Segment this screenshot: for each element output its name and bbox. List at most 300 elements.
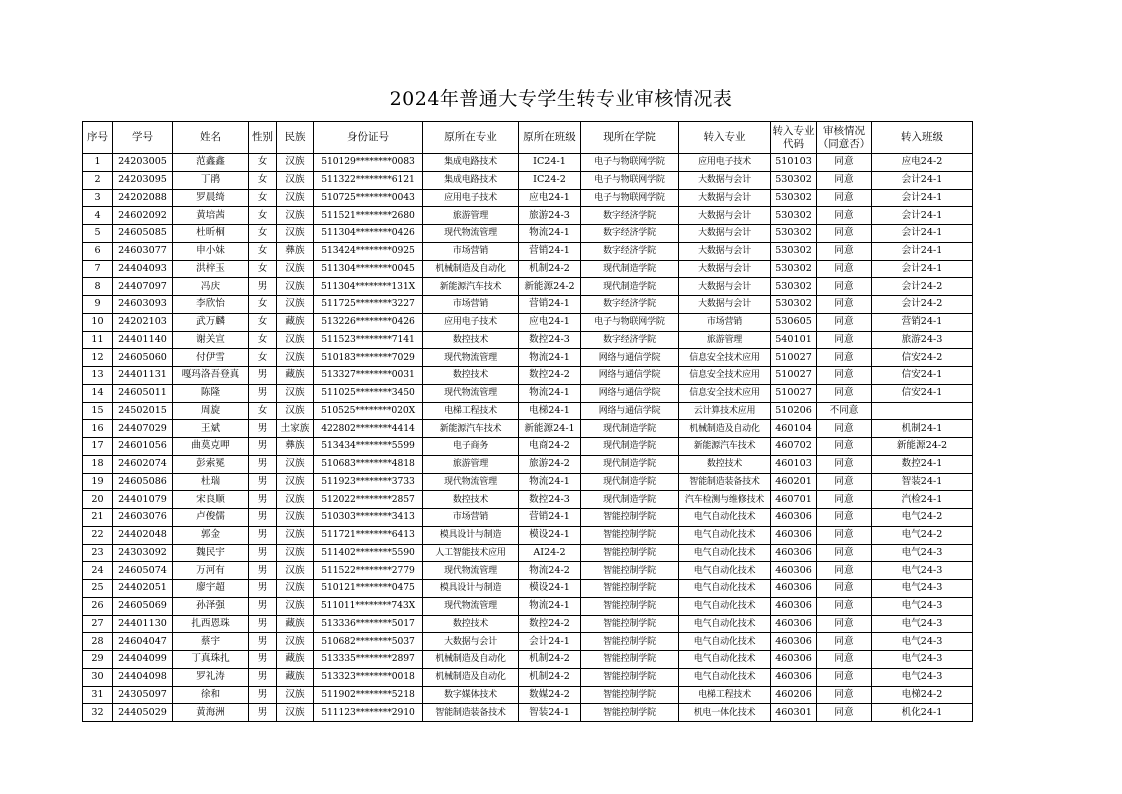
cell-review: 同意 [817, 313, 872, 331]
cell-review: 同意 [817, 420, 872, 438]
cell-seq: 30 [83, 668, 113, 686]
cell-orig-class: 物流24-1 [519, 349, 581, 367]
cell-new-major: 信息安全技术应用 [679, 349, 771, 367]
cell-review: 同意 [817, 384, 872, 402]
cell-seq: 21 [83, 509, 113, 527]
cell-new-class: 信安24-1 [872, 384, 973, 402]
cell-new-major-code: 530605 [771, 313, 817, 331]
cell-id-number: 510303********3413 [314, 509, 423, 527]
header-orig-class: 原所在班级 [519, 122, 581, 154]
cell-new-class: 会计24-1 [872, 260, 973, 278]
cell-orig-major: 模具设计与制造 [423, 580, 519, 598]
cell-name: 陈隆 [173, 384, 249, 402]
cell-new-major: 机电一体化技术 [679, 704, 771, 722]
cell-seq: 29 [83, 651, 113, 669]
table-row [83, 296, 973, 314]
cell-new-major-code: 540101 [771, 331, 817, 349]
cell-new-class: 会计24-1 [872, 171, 973, 189]
cell-ethnicity: 汉族 [277, 686, 314, 704]
cell-new-major-code: 460306 [771, 509, 817, 527]
cell-orig-major: 机械制造及自动化 [423, 668, 519, 686]
cell-student-id: 24203005 [113, 154, 173, 172]
cell-orig-major: 电子商务 [423, 438, 519, 456]
cell-new-major-code: 530302 [771, 189, 817, 207]
cell-student-id: 24605011 [113, 384, 173, 402]
cell-seq: 23 [83, 544, 113, 562]
cell-seq: 1 [83, 154, 113, 172]
cell-ethnicity: 汉族 [277, 331, 314, 349]
cell-student-id: 24603077 [113, 242, 173, 260]
cell-review: 同意 [817, 526, 872, 544]
cell-review: 同意 [817, 225, 872, 243]
cell-name: 曲莫克呷 [173, 438, 249, 456]
cell-name: 孙泽强 [173, 597, 249, 615]
cell-id-number: 510682********5037 [314, 633, 423, 651]
cell-orig-major: 数字媒体技术 [423, 686, 519, 704]
cell-student-id: 24401079 [113, 491, 173, 509]
cell-new-major: 数控技术 [679, 455, 771, 473]
cell-current-college: 现代制造学院 [581, 438, 679, 456]
cell-name: 付伊雪 [173, 349, 249, 367]
header-new-major: 转入专业 [679, 122, 771, 154]
cell-new-major-code: 460103 [771, 455, 817, 473]
cell-ethnicity: 汉族 [277, 597, 314, 615]
cell-orig-major: 数控技术 [423, 367, 519, 385]
cell-orig-major: 大数据与会计 [423, 633, 519, 651]
cell-ethnicity: 汉族 [277, 402, 314, 420]
cell-orig-major: 电梯工程技术 [423, 402, 519, 420]
cell-seq: 4 [83, 207, 113, 225]
cell-id-number: 513434********5599 [314, 438, 423, 456]
cell-gender: 男 [249, 704, 277, 722]
cell-ethnicity: 藏族 [277, 367, 314, 385]
cell-gender: 男 [249, 384, 277, 402]
cell-name: 黄培茜 [173, 207, 249, 225]
cell-gender: 女 [249, 154, 277, 172]
cell-new-major: 大数据与会计 [679, 171, 771, 189]
cell-seq: 9 [83, 296, 113, 314]
cell-orig-major: 旅游管理 [423, 207, 519, 225]
cell-new-major-code: 460306 [771, 651, 817, 669]
cell-seq: 31 [83, 686, 113, 704]
header-new-major-code-line2: 代码 [783, 137, 804, 150]
header-gender: 性别 [249, 122, 277, 154]
table-row [83, 367, 973, 385]
cell-seq: 5 [83, 225, 113, 243]
cell-orig-class: 新能源24-1 [519, 420, 581, 438]
cell-gender: 女 [249, 260, 277, 278]
cell-review: 同意 [817, 580, 872, 598]
cell-orig-major: 机械制造及自动化 [423, 651, 519, 669]
cell-name: 蔡宇 [173, 633, 249, 651]
cell-current-college: 数字经济学院 [581, 207, 679, 225]
cell-new-class: 信安24-2 [872, 349, 973, 367]
cell-gender: 女 [249, 296, 277, 314]
cell-ethnicity: 彝族 [277, 242, 314, 260]
cell-gender: 男 [249, 438, 277, 456]
cell-new-class: 电气24-2 [872, 509, 973, 527]
cell-review: 同意 [817, 633, 872, 651]
cell-new-class: 应电24-2 [872, 154, 973, 172]
cell-orig-class: 新能源24-2 [519, 278, 581, 296]
header-student-id: 学号 [113, 122, 173, 154]
cell-id-number: 510121********0475 [314, 580, 423, 598]
cell-ethnicity: 彝族 [277, 438, 314, 456]
cell-current-college: 电子与物联网学院 [581, 313, 679, 331]
cell-orig-class: 数控24-3 [519, 331, 581, 349]
table-row [83, 455, 973, 473]
cell-id-number: 511304********131X [314, 278, 423, 296]
cell-student-id: 24402051 [113, 580, 173, 598]
cell-name: 杜瑞 [173, 473, 249, 491]
cell-ethnicity: 汉族 [277, 704, 314, 722]
cell-new-class: 信安24-1 [872, 367, 973, 385]
cell-current-college: 现代制造学院 [581, 455, 679, 473]
table-row [83, 420, 973, 438]
cell-review: 同意 [817, 562, 872, 580]
cell-name: 周旋 [173, 402, 249, 420]
cell-orig-class: 数媒24-2 [519, 686, 581, 704]
cell-review: 同意 [817, 296, 872, 314]
cell-current-college: 电子与物联网学院 [581, 154, 679, 172]
cell-name: 杜昕桐 [173, 225, 249, 243]
cell-student-id: 24202103 [113, 313, 173, 331]
cell-new-major-code: 460702 [771, 438, 817, 456]
cell-ethnicity: 汉族 [277, 154, 314, 172]
cell-ethnicity: 汉族 [277, 296, 314, 314]
table-row [83, 491, 973, 509]
cell-student-id: 24401140 [113, 331, 173, 349]
cell-gender: 男 [249, 668, 277, 686]
cell-new-major: 电气自动化技术 [679, 526, 771, 544]
cell-seq: 12 [83, 349, 113, 367]
cell-ethnicity: 土家族 [277, 420, 314, 438]
cell-new-class: 会计24-2 [872, 278, 973, 296]
cell-orig-class: 物流24-1 [519, 225, 581, 243]
header-id-number: 身份证号 [314, 122, 423, 154]
cell-seq: 15 [83, 402, 113, 420]
cell-new-major: 大数据与会计 [679, 189, 771, 207]
cell-gender: 女 [249, 402, 277, 420]
cell-current-college: 智能控制学院 [581, 544, 679, 562]
cell-orig-class: IC24-2 [519, 171, 581, 189]
cell-orig-class: 营销24-1 [519, 509, 581, 527]
cell-ethnicity: 藏族 [277, 651, 314, 669]
cell-id-number: 511011********743X [314, 597, 423, 615]
cell-orig-major: 现代物流管理 [423, 225, 519, 243]
table-row [83, 207, 973, 225]
cell-new-major-code: 460306 [771, 615, 817, 633]
cell-orig-major: 旅游管理 [423, 455, 519, 473]
table-row [83, 154, 973, 172]
cell-new-major-code: 460306 [771, 544, 817, 562]
cell-name: 冯庆 [173, 278, 249, 296]
cell-current-college: 现代制造学院 [581, 278, 679, 296]
cell-seq: 24 [83, 562, 113, 580]
table-row [83, 331, 973, 349]
cell-new-class: 旅游24-3 [872, 331, 973, 349]
cell-current-college: 数字经济学院 [581, 225, 679, 243]
cell-name: 黄海洲 [173, 704, 249, 722]
cell-seq: 28 [83, 633, 113, 651]
cell-id-number: 511304********0045 [314, 260, 423, 278]
cell-orig-major: 集成电路技术 [423, 171, 519, 189]
cell-review: 同意 [817, 491, 872, 509]
cell-new-major-code: 530302 [771, 296, 817, 314]
cell-new-major: 智能制造装备技术 [679, 473, 771, 491]
cell-id-number: 511322********6121 [314, 171, 423, 189]
cell-name: 洪梓玉 [173, 260, 249, 278]
cell-ethnicity: 汉族 [277, 278, 314, 296]
cell-orig-class: 电梯24-1 [519, 402, 581, 420]
cell-orig-class: 物流24-1 [519, 473, 581, 491]
cell-current-college: 网络与通信学院 [581, 402, 679, 420]
cell-new-major: 应用电子技术 [679, 154, 771, 172]
cell-gender: 男 [249, 544, 277, 562]
cell-new-class: 数控24-1 [872, 455, 973, 473]
cell-new-major: 电气自动化技术 [679, 509, 771, 527]
cell-new-class: 电梯24-2 [872, 686, 973, 704]
cell-id-number: 511902********5218 [314, 686, 423, 704]
cell-new-class: 会计24-1 [872, 242, 973, 260]
cell-gender: 男 [249, 367, 277, 385]
cell-orig-class: 会计24-1 [519, 633, 581, 651]
table-row [83, 384, 973, 402]
cell-id-number: 513327********0031 [314, 367, 423, 385]
cell-seq: 25 [83, 580, 113, 598]
cell-ethnicity: 藏族 [277, 668, 314, 686]
cell-gender: 男 [249, 491, 277, 509]
cell-orig-class: 营销24-1 [519, 296, 581, 314]
table-row [83, 668, 973, 686]
cell-id-number: 510129********0083 [314, 154, 423, 172]
cell-new-class: 营销24-1 [872, 313, 973, 331]
table-row [83, 313, 973, 331]
cell-name: 范鑫鑫 [173, 154, 249, 172]
cell-review: 同意 [817, 189, 872, 207]
table-row [83, 189, 973, 207]
cell-id-number: 511304********0426 [314, 225, 423, 243]
review-table [82, 121, 973, 722]
cell-new-major: 电气自动化技术 [679, 562, 771, 580]
cell-current-college: 智能控制学院 [581, 651, 679, 669]
header-review-line1: 审核情况 [823, 124, 865, 137]
cell-gender: 男 [249, 278, 277, 296]
cell-gender: 男 [249, 651, 277, 669]
cell-new-major-code: 510027 [771, 367, 817, 385]
cell-review: 同意 [817, 455, 872, 473]
cell-new-class: 汽检24-1 [872, 491, 973, 509]
cell-new-major: 旅游管理 [679, 331, 771, 349]
table-row [83, 580, 973, 598]
cell-new-major-code: 460306 [771, 633, 817, 651]
cell-new-major-code: 510103 [771, 154, 817, 172]
header-ethnicity: 民族 [277, 122, 314, 154]
cell-current-college: 智能控制学院 [581, 509, 679, 527]
cell-orig-class: 模设24-1 [519, 526, 581, 544]
cell-student-id: 24605069 [113, 597, 173, 615]
cell-student-id: 24404098 [113, 668, 173, 686]
cell-seq: 2 [83, 171, 113, 189]
table-row [83, 349, 973, 367]
cell-new-class: 会计24-1 [872, 225, 973, 243]
cell-review: 同意 [817, 473, 872, 491]
table-row [83, 402, 973, 420]
cell-orig-class: 应电24-1 [519, 189, 581, 207]
cell-name: 李欣怡 [173, 296, 249, 314]
cell-review: 同意 [817, 704, 872, 722]
cell-new-major-code: 530302 [771, 207, 817, 225]
cell-id-number: 510683********4818 [314, 455, 423, 473]
cell-gender: 男 [249, 597, 277, 615]
cell-new-major-code: 460206 [771, 686, 817, 704]
table-row [83, 225, 973, 243]
table-row [83, 278, 973, 296]
cell-orig-major: 集成电路技术 [423, 154, 519, 172]
cell-id-number: 511725********3227 [314, 296, 423, 314]
cell-name: 扎西恩珠 [173, 615, 249, 633]
cell-orig-major: 数控技术 [423, 331, 519, 349]
cell-name: 王斌 [173, 420, 249, 438]
cell-current-college: 现代制造学院 [581, 420, 679, 438]
cell-new-major: 市场营销 [679, 313, 771, 331]
cell-name: 谢关宣 [173, 331, 249, 349]
cell-orig-class: 营销24-1 [519, 242, 581, 260]
page-title: 2024年普通大专学生转专业审核情况表 [389, 88, 733, 110]
cell-ethnicity: 汉族 [277, 225, 314, 243]
cell-seq: 27 [83, 615, 113, 633]
cell-student-id: 24203095 [113, 171, 173, 189]
cell-seq: 22 [83, 526, 113, 544]
cell-review: 同意 [817, 597, 872, 615]
cell-new-class: 电气24-3 [872, 544, 973, 562]
cell-seq: 19 [83, 473, 113, 491]
cell-student-id: 24401130 [113, 615, 173, 633]
table-row [83, 651, 973, 669]
cell-name: 魏民宇 [173, 544, 249, 562]
cell-new-major: 云计算技术应用 [679, 402, 771, 420]
cell-new-class: 电气24-3 [872, 651, 973, 669]
cell-gender: 女 [249, 171, 277, 189]
cell-new-major: 机械制造及自动化 [679, 420, 771, 438]
cell-orig-major: 现代物流管理 [423, 562, 519, 580]
cell-orig-major: 应用电子技术 [423, 313, 519, 331]
cell-new-class: 会计24-1 [872, 189, 973, 207]
cell-new-major-code: 510206 [771, 402, 817, 420]
cell-name: 廖宇超 [173, 580, 249, 598]
cell-new-major: 电气自动化技术 [679, 668, 771, 686]
cell-orig-class: 数控24-2 [519, 367, 581, 385]
cell-review: 同意 [817, 349, 872, 367]
header-new-major-code-line1: 转入专业 [772, 124, 815, 137]
cell-name: 郭金 [173, 526, 249, 544]
cell-seq: 6 [83, 242, 113, 260]
cell-seq: 7 [83, 260, 113, 278]
cell-orig-major: 市场营销 [423, 242, 519, 260]
cell-new-major-code: 530302 [771, 242, 817, 260]
cell-orig-class: 旅游24-2 [519, 455, 581, 473]
cell-gender: 男 [249, 580, 277, 598]
cell-name: 丁鹃 [173, 171, 249, 189]
cell-new-major: 大数据与会计 [679, 296, 771, 314]
cell-gender: 男 [249, 562, 277, 580]
cell-seq: 20 [83, 491, 113, 509]
cell-current-college: 智能控制学院 [581, 668, 679, 686]
cell-id-number: 511522********2779 [314, 562, 423, 580]
cell-student-id: 24605060 [113, 349, 173, 367]
header-seq: 序号 [83, 122, 113, 154]
cell-current-college: 数字经济学院 [581, 331, 679, 349]
cell-new-major: 电气自动化技术 [679, 633, 771, 651]
table-row [83, 438, 973, 456]
table-row [83, 597, 973, 615]
cell-gender: 女 [249, 189, 277, 207]
cell-orig-class: 物流24-2 [519, 562, 581, 580]
cell-id-number: 511025********3450 [314, 384, 423, 402]
cell-new-major-code: 510027 [771, 349, 817, 367]
cell-review: 同意 [817, 668, 872, 686]
cell-gender: 男 [249, 509, 277, 527]
cell-review: 不同意 [817, 402, 872, 420]
cell-ethnicity: 汉族 [277, 349, 314, 367]
cell-new-major: 信息安全技术应用 [679, 384, 771, 402]
cell-student-id: 24604047 [113, 633, 173, 651]
cell-new-class: 会计24-1 [872, 207, 973, 225]
cell-current-college: 智能控制学院 [581, 597, 679, 615]
cell-new-major-code: 530302 [771, 278, 817, 296]
cell-new-major: 电气自动化技术 [679, 597, 771, 615]
table-row [83, 686, 973, 704]
cell-ethnicity: 藏族 [277, 615, 314, 633]
table-row [83, 544, 973, 562]
cell-seq: 8 [83, 278, 113, 296]
cell-id-number: 422802********4414 [314, 420, 423, 438]
cell-name: 丁真珠扎 [173, 651, 249, 669]
header-review-line2: （同意否） [817, 137, 871, 150]
cell-orig-class: 智装24-1 [519, 704, 581, 722]
cell-orig-class: 应电24-1 [519, 313, 581, 331]
cell-orig-major: 模具设计与制造 [423, 526, 519, 544]
cell-new-class: 机化24-1 [872, 704, 973, 722]
cell-current-college: 现代制造学院 [581, 260, 679, 278]
cell-gender: 男 [249, 473, 277, 491]
cell-review: 同意 [817, 331, 872, 349]
cell-current-college: 现代制造学院 [581, 473, 679, 491]
cell-seq: 17 [83, 438, 113, 456]
cell-id-number: 510725********0043 [314, 189, 423, 207]
cell-ethnicity: 汉族 [277, 544, 314, 562]
cell-id-number: 511521********2680 [314, 207, 423, 225]
cell-orig-major: 应用电子技术 [423, 189, 519, 207]
cell-seq: 13 [83, 367, 113, 385]
cell-review: 同意 [817, 260, 872, 278]
cell-id-number: 510183********7029 [314, 349, 423, 367]
cell-id-number: 513336********5017 [314, 615, 423, 633]
table-row [83, 704, 973, 722]
table-row [83, 260, 973, 278]
cell-student-id: 24602074 [113, 455, 173, 473]
cell-name: 卢俊儒 [173, 509, 249, 527]
cell-id-number: 513424********0925 [314, 242, 423, 260]
cell-name: 徐和 [173, 686, 249, 704]
cell-id-number: 511721********6413 [314, 526, 423, 544]
cell-ethnicity: 汉族 [277, 260, 314, 278]
header-new-major-code [771, 122, 817, 154]
cell-ethnicity: 汉族 [277, 491, 314, 509]
cell-review: 同意 [817, 242, 872, 260]
cell-new-major: 电气自动化技术 [679, 615, 771, 633]
cell-seq: 11 [83, 331, 113, 349]
